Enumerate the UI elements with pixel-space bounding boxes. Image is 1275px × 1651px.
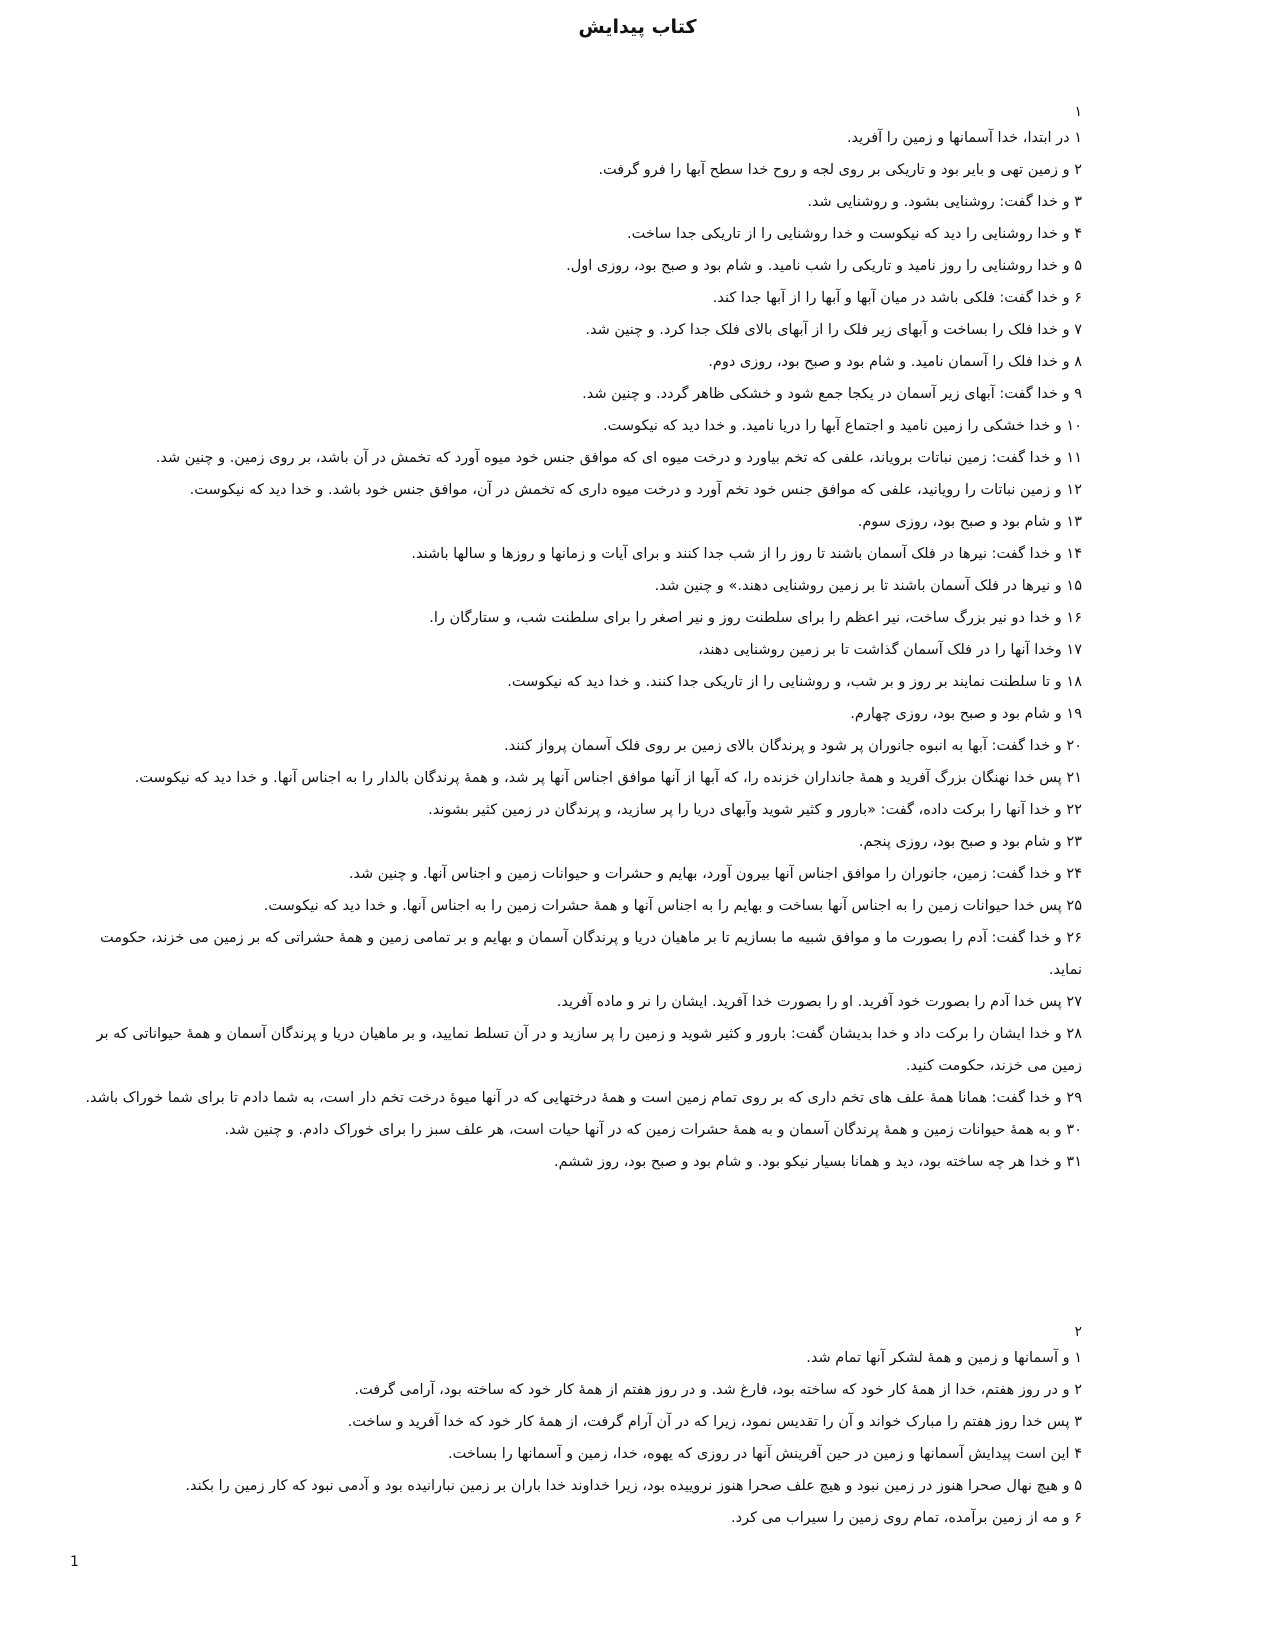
verse-4: ۴ و خدا روشنایی را دید که نیکوست و خدا روشنایی را از تاریکی جدا ساخت. <box>626 226 1082 242</box>
page-number: 1 <box>70 1554 79 1570</box>
verse-29: ۲۹ و خدا گفت: همانا همهٔ علف های تخم داری که بر روی تمام زمین است و همهٔ درختهایی که در آنها میوهٔ درخت تخم دار است، به شما دادم تا برای شما خوراک باشد. <box>85 1090 1082 1106</box>
verse-26: ۲۶ و خدا گفت: آدم را بصورت ما و موافق شبیه ما بسازیم تا بر ماهیان دریا و پرندگان آسمان و بهایم و بر تمامی زمین و همهٔ حشراتی که بر زمین می خزند، حکومت نماید. <box>100 930 1082 978</box>
verse-31: ۳۱ و خدا هر چه ساخته بود، دید و همانا بسیار نیکو بود. و شام بود و صبح بود، روز ششم. <box>554 1154 1082 1170</box>
verse-1: ۱ در ابتدا، خدا آسمانها و زمین را آفرید. <box>846 130 1082 146</box>
verse-5: ۵ و خدا روشنایی را روز نامید و تاریکی را شب نامید. و شام بود و صبح بود، روزی اول. <box>566 258 1082 274</box>
verse-16: ۱۶ و خدا دو نیر بزرگ ساخت، نیر اعظم را برای سلطنت روز و نیر اصغر را برای سلطنت شب، و ستارگان را. <box>429 610 1082 626</box>
verse-15: ۱۵ و نیرها در فلک آسمان باشند تا بر زمین روشنایی دهند.» و چنین شد. <box>654 578 1082 594</box>
page-title: کتاب پیدایش <box>578 16 697 38</box>
verse-11: ۱۱ و خدا گفت: زمین نباتات برویاند، علفی که تخم بیاورد و درخت میوه ای که موافق جنس خود میوه آورد که تخمش در آن باشد، بر روی زمین. و چنین شد. <box>155 450 1082 466</box>
verse-10: ۱۰ و خدا خشکی را زمین نامید و اجتماع آبها را دریا نامید. و خدا دید که نیکوست. <box>603 418 1082 434</box>
chapter-1 <box>80 102 1082 1178</box>
verse-3: ۳ و خدا گفت: روشنایی بشود. و روشنایی شد. <box>807 194 1082 210</box>
verse-14: ۱۴ و خدا گفت: نیرها در فلک آسمان باشند تا روز را از شب جدا کنند و برای آیات و زمانها و روزها و سالها باشند. <box>411 546 1082 562</box>
verse-6: ۶ و خدا گفت: فلکی باشد در میان آبها و آبها را از آبها جدا کند. <box>712 290 1082 306</box>
chapter-number: ۲ <box>1074 1324 1082 1340</box>
verse-18: ۱۸ و تا سلطنت نمایند بر روز و بر شب، و روشنایی را از تاریکی جدا کنند. و خدا دید که نیکوست. <box>507 674 1082 690</box>
verse-7: ۷ و خدا فلک را بساخت و آبهای زیر فلک را از آبهای بالای فلک جدا کرد. و چنین شد. <box>585 322 1082 338</box>
verse-8: ۸ و خدا فلک را آسمان نامید. و شام بود و صبح بود، روزی دوم. <box>708 354 1082 370</box>
verse-24: ۲۴ و خدا گفت: زمین، جانوران را موافق اجناس آنها بیرون آورد، بهایم و حشرات و حیوانات زمین و اجناس آنها. و چنین شد. <box>348 866 1082 882</box>
verse-3: ۳ پس خدا روز هفتم را مبارک خواند و آن را تقدیس نمود، زیرا که در آن آرام گرفت، از همهٔ کار خود که خدا آفرید و ساخت. <box>347 1414 1082 1430</box>
verse-4: ۴ این است پیدایش آسمانها و زمین در حین آفرینش آنها در روزی که یهوه، خدا، زمین و آسمانها را بساخت. <box>447 1446 1082 1462</box>
verse-1: ۱ و آسمانها و زمین و همهٔ لشکر آنها تمام شد. <box>806 1350 1082 1366</box>
verse-30: ۳۰ و به همهٔ حیوانات زمین و همهٔ پرندگان آسمان و به همهٔ حشرات زمین که در آنها حیات است، هر علف سبز را برای خوراک دادم. و چنین شد. <box>224 1122 1082 1138</box>
chapter-2 <box>80 1322 1082 1534</box>
chapter-number: ۱ <box>1074 104 1082 120</box>
verse-20: ۲۰ و خدا گفت: آبها به انبوه جانوران پر شود و پرندگان بالای زمین بر روی فلک آسمان پرواز کنند. <box>504 738 1082 754</box>
verse-19: ۱۹ و شام بود و صبح بود، روزی چهارم. <box>850 706 1082 722</box>
verse-12: ۱۲ و زمین نباتات را رویانید، علفی که موافق جنس خود تخم آورد و درخت میوه داری که تخمش در آن، موافق جنس خود باشد. و خدا دید که نیکوست. <box>189 482 1082 498</box>
verse-22: ۲۲ و خدا آنها را برکت داده، گفت: «بارور و کثیر شوید وآبهای دریا را پر سازید، و پرندگان در زمین کثیر بشوند. <box>428 802 1082 818</box>
verse-25: ۲۵ پس خدا حیوانات زمین را به اجناس آنها بساخت و بهایم را به اجناس آنها و همهٔ حشرات زمین را به اجناس آنها. و خدا دید که نیکوست. <box>263 898 1082 914</box>
verse-28: ۲۸ و خدا ایشان را برکت داد و خدا بدیشان گفت: بارور و کثیر شوید و زمین را پر سازید و در آن تسلط نمایید، و بر ماهیان دریا و پرندگان آسمان و همهٔ حیواناتی که بر زمین می خزند، حکومت کنید. <box>96 1026 1082 1074</box>
verse-2: ۲ و زمین تهی و بایر بود و تاریکی بر روی لجه و روح خدا سطح آبها را فرو گرفت. <box>598 162 1082 178</box>
verse-6: ۶ و مه از زمین برآمده، تمام روی زمین را سیراب می کرد. <box>731 1510 1082 1526</box>
verse-27: ۲۷ پس خدا آدم را بصورت خود آفرید. او را بصورت خدا آفرید. ایشان را نر و ماده آفرید. <box>556 994 1082 1010</box>
verse-2: ۲ و در روز هفتم، خدا از همهٔ کار خود که ساخته بود، فارغ شد. و در روز هفتم از همهٔ کار خود که ساخته بود، آرامی گرفت. <box>354 1382 1082 1398</box>
verse-5: ۵ و هیچ نهال صحرا هنوز در زمین نبود و هیچ علف صحرا هنوز نروییده بود، زیرا خداوند خدا باران بر زمین نبارانیده بود و آدمی نبود که کار زمین را بکند. <box>185 1478 1082 1494</box>
verse-17: ۱۷ وخدا آنها را در فلک آسمان گذاشت تا بر زمین روشنایی دهند، <box>698 642 1082 658</box>
verse-21: ۲۱ پس خدا نهنگان بزرگ آفرید و همهٔ جانداران خزنده را، که آبها از آنها موافق اجناس آنها پر شد، و همهٔ پرندگان بالدار را به اجناس آنها. و خدا دید که نیکوست. <box>134 770 1082 786</box>
verse-23: ۲۳ و شام بود و صبح بود، روزی پنجم. <box>858 834 1082 850</box>
verse-13: ۱۳ و شام بود و صبح بود، روزی سوم. <box>857 514 1082 530</box>
verse-9: ۹ و خدا گفت: آبهای زیر آسمان در یکجا جمع شود و خشکی ظاهر گردد. و چنین شد. <box>582 386 1082 402</box>
